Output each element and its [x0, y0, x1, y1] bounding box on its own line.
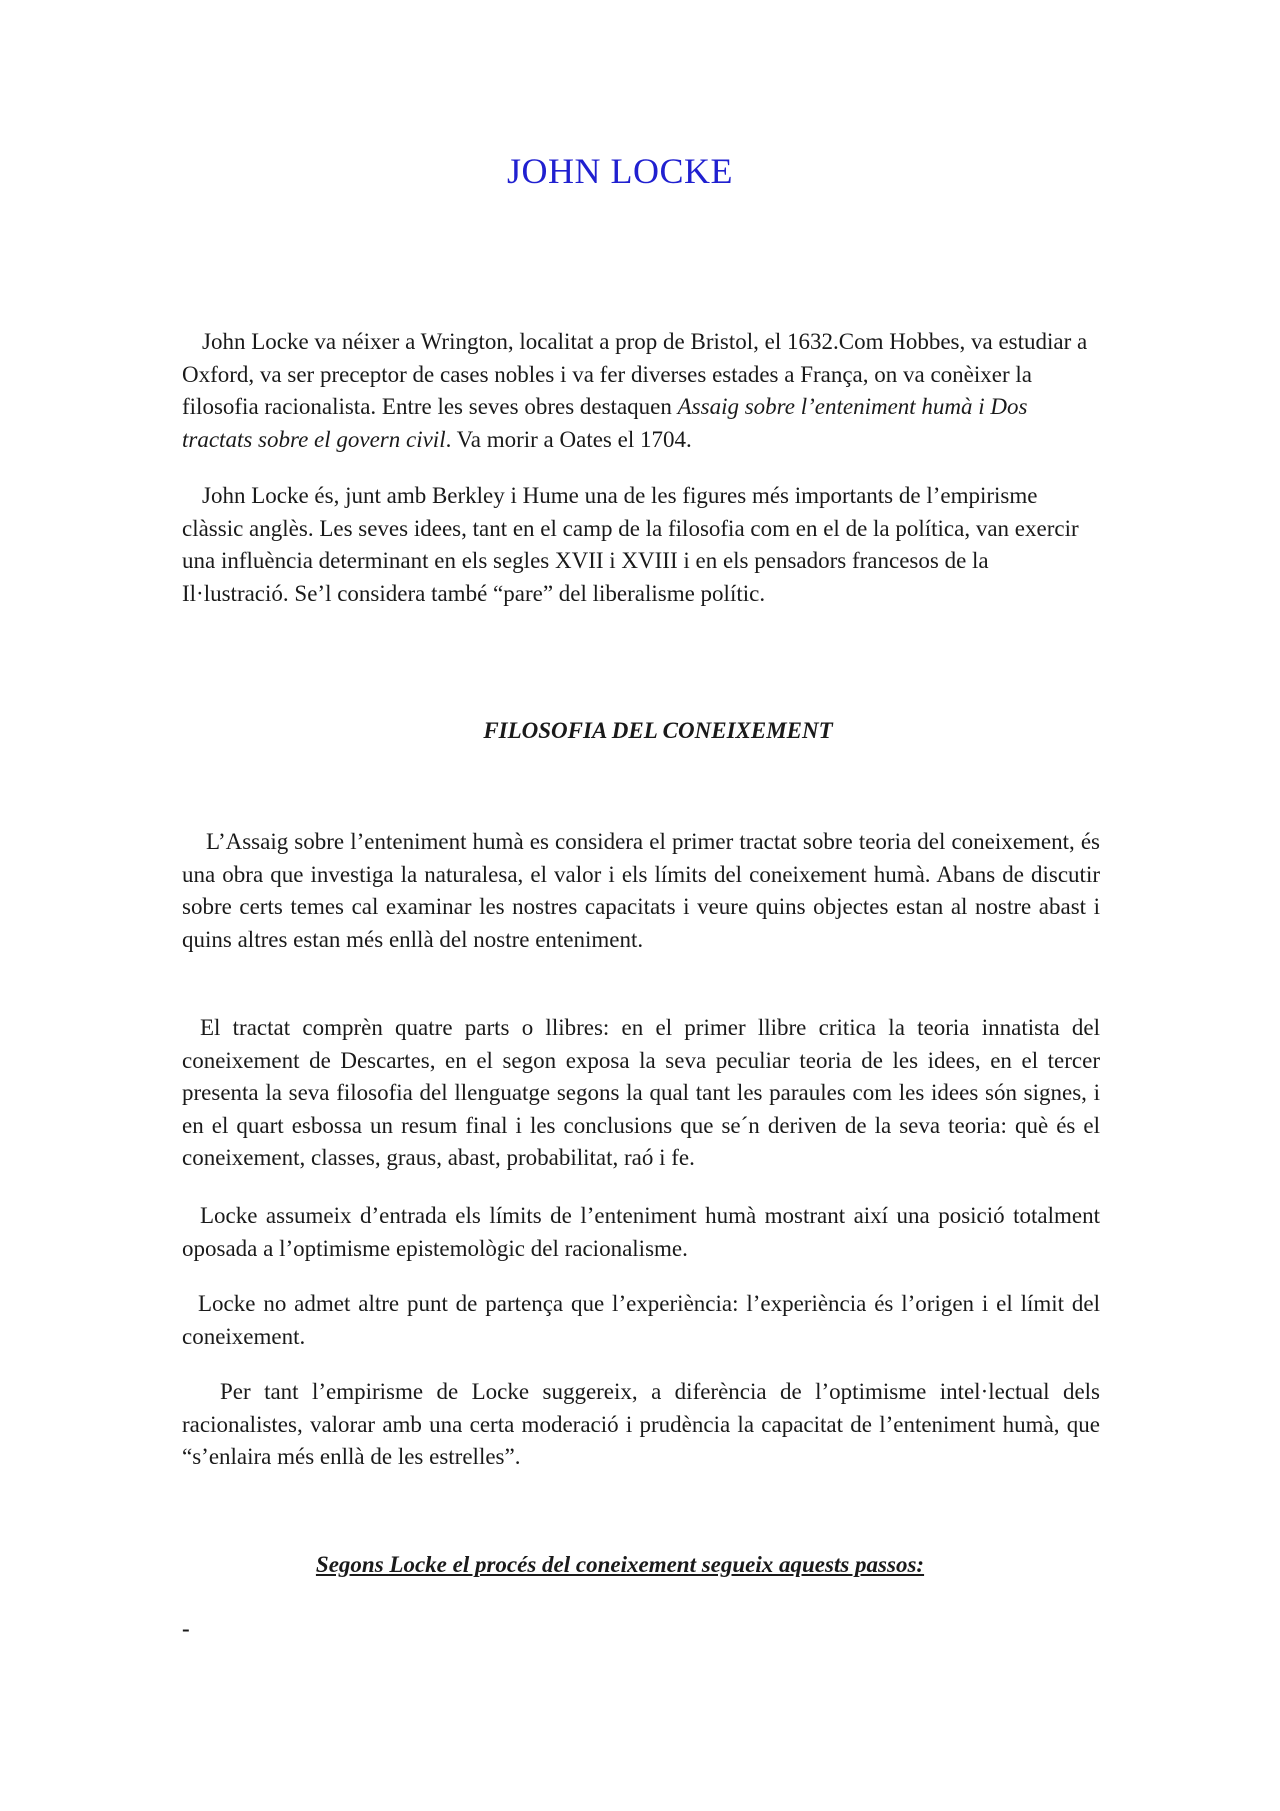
intro-paragraph-1-text: John Locke va néixer a Wrington, localitat a prop de Bristol, el 1632.Com Hobbes, va estudiar a Oxford, va ser preceptor de cases nobles i va fer diverses estades a França, on va conèixer la filosofia racionalista. Entre les seves obres destaquen: [182, 329, 1088, 419]
section-paragraph-4: Locke no admet altre punt de partença que l’experiència: l’experiència és l’origen i el límit del coneixement.: [182, 1291, 1100, 1349]
works-titles-italic: Assaig sobre l’enteniment humà i Dos tractats sobre el govern civil: [182, 394, 1028, 452]
document-title: JOHN LOCKE: [507, 151, 733, 191]
section-paragraph-1: L’Assaig sobre l’enteniment humà es considera el primer tractat sobre teoria del coneixement, és una obra que investiga la naturalesa, el valor i els límits del coneixement humà. Abans de discutir sobre certs temes cal examinar les nostres capacitats i veure quins objectes estan al nostre abast i quins altres estan més enllà del nostre enteniment.: [182, 829, 1100, 952]
section-heading: FILOSOFIA DEL CONEIXEMENT: [483, 718, 833, 743]
intro-paragraph-1-end: . Va morir a Oates el 1704.: [445, 426, 692, 452]
process-subheading: Segons Locke el procés del coneixement segueix aquests passos:: [315, 1552, 925, 1577]
section-paragraph-3: Locke assumeix d’entrada els límits de l’enteniment humà mostrant així una posició totalment oposada a l’optimisme epistemològic del racionalisme.: [182, 1203, 1100, 1261]
list-marker: -: [182, 1616, 190, 1641]
intro-paragraph-1: [182, 326, 1100, 456]
intro-paragraph-2: John Locke és, junt amb Berkley i Hume una de les figures més importants de l’empirisme clàssic anglès. Les seves idees, tant en el camp de la filosofia com en el de la política, van exercir una influència determinant en els segles XVII i XVIII i en els pensadors francesos de la Il·lustració. Se’l considera també “pare” del liberalisme polític.: [182, 483, 1079, 606]
section-paragraph-5: Per tant l’empirisme de Locke suggereix, a diferència de l’optimisme intel·lectual dels racionalistes, valorar amb una certa moderació i prudència la capacitat de l’enteniment humà, que “s’enlaira més enllà de les estrelles”.: [182, 1379, 1100, 1469]
section-paragraph-2: El tractat comprèn quatre parts o llibres: en el primer llibre critica la teoria innatista del coneixement de Descartes, en el segon exposa la seva peculiar teoria de les idees, en el tercer presenta la seva filosofia del llenguatge segons la qual tant les paraules com les idees són signes, i en el quart esbossa un resum final i les conclusions que se´n deriven de la seva teoria: què és el coneixement, classes, graus, abast, probabilitat, raó i fe.: [182, 1015, 1100, 1170]
